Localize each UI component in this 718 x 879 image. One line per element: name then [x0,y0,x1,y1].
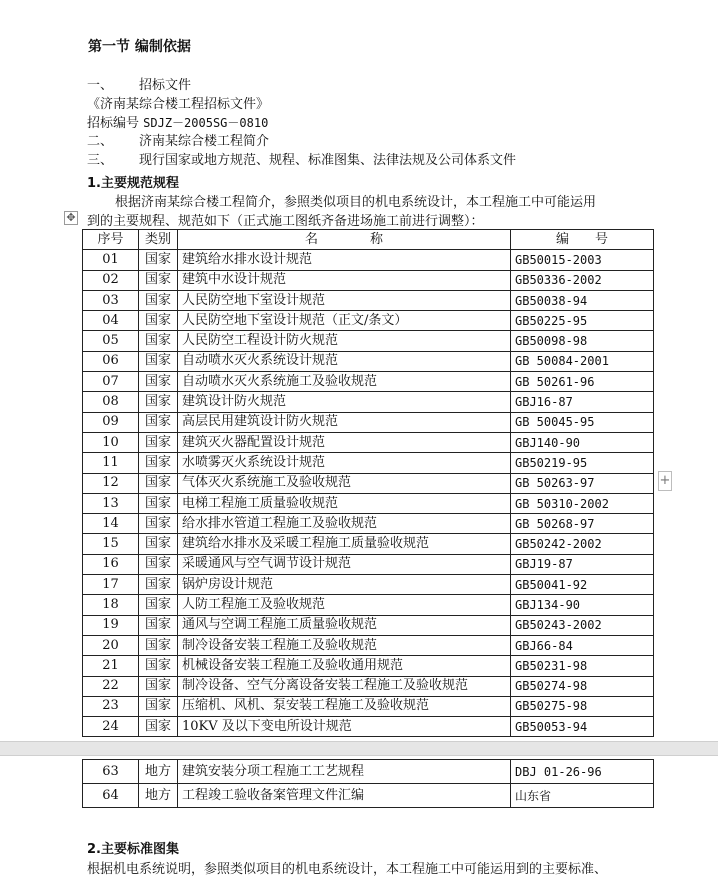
cell-category: 国家 [139,270,178,290]
cell-code: GBJ19-87 [511,554,654,574]
table-row [83,372,654,392]
cell-name: 给水排水管道工程施工及验收规范 [178,514,511,534]
cell-no: 15 [83,534,139,554]
cell-category: 国家 [139,412,178,432]
table-header-row [83,230,654,250]
cell-category: 国家 [139,453,178,473]
table-row [83,432,654,452]
cell-category: 国家 [139,534,178,554]
cell-no: 11 [83,453,139,473]
cell-code: GB50274-98 [511,676,654,696]
table-row [83,392,654,412]
table-row [83,554,654,574]
cell-code: GB 50268-97 [511,514,654,534]
cell-category: 国家 [139,595,178,615]
item-two-number: 二、 [87,134,114,149]
cell-code: GB50219-95 [511,453,654,473]
cell-code: GB50053-94 [511,717,654,737]
cell-code: DBJ 01-26-96 [511,760,654,784]
cell-no: 05 [83,331,139,351]
cell-name: 建筑灭火器配置设计规范 [178,432,511,452]
bid-number [87,112,268,131]
cell-name: 建筑设计防火规范 [178,392,511,412]
spec-table-continued-body [83,760,654,808]
cell-name: 电梯工程施工质量验收规范 [178,493,511,513]
cell-no: 10 [83,432,139,452]
item-one-text: 招标文件 [139,78,192,93]
cell-name: 通风与空调工程施工质量验收规范 [178,615,511,635]
tender-doc-title: 《济南某综合楼工程招标文件》 [87,97,270,112]
cell-no: 13 [83,493,139,513]
item-three-text: 现行国家或地方规范、规程、标准图集、法律法规及公司体系文件 [139,153,517,168]
table-row [83,473,654,493]
cell-code: GBJ134-90 [511,595,654,615]
cell-code: GB50225-95 [511,311,654,331]
cell-category: 地方 [139,784,178,808]
cell-category: 国家 [139,554,178,574]
cell-code: GB50041-92 [511,575,654,595]
cell-category: 国家 [139,717,178,737]
table-row [83,290,654,310]
cell-no: 08 [83,392,139,412]
cell-name: 水喷雾灭火系统设计规范 [178,453,511,473]
section2-title: 2.主要标准图集 [87,842,179,857]
cell-category: 地方 [139,760,178,784]
header-category: 类别 [139,230,178,250]
cell-no: 23 [83,696,139,716]
section1-paragraph-line1: 根据济南某综合楼工程简介，参照类似项目的机电系统设计，本工程施工中可能运用 [115,195,597,210]
bid-number-value: SDJZ－2005SG－0810 [143,116,269,130]
cell-code: GB 50310-2002 [511,493,654,513]
cell-no: 17 [83,575,139,595]
cell-no: 19 [83,615,139,635]
cell-code: GB50098-98 [511,331,654,351]
cell-code: GB50015-2003 [511,250,654,270]
table-row [83,760,654,784]
cell-name: 制冷设备安装工程施工及验收规范 [178,635,511,655]
cell-no: 64 [83,784,139,808]
cell-code: 山东省 [511,784,654,808]
cell-name: 建筑给水排水及采暖工程施工质量验收规范 [178,534,511,554]
cell-category: 国家 [139,432,178,452]
cell-no: 21 [83,656,139,676]
cell-name: 机械设备安装工程施工及验收通用规范 [178,656,511,676]
table-row [83,717,654,737]
cell-name: 人防工程施工及验收规范 [178,595,511,615]
cell-no: 09 [83,412,139,432]
cell-no: 02 [83,270,139,290]
cell-code: GB 50263-97 [511,473,654,493]
table-row [83,696,654,716]
cell-name: 工程竣工验收备案管理文件汇编 [178,784,511,808]
cell-no: 01 [83,250,139,270]
cell-name: 压缩机、风机、泵安装工程施工及验收规范 [178,696,511,716]
cell-category: 国家 [139,615,178,635]
table-row [83,514,654,534]
table-row [83,311,654,331]
cell-category: 国家 [139,290,178,310]
cell-no: 07 [83,372,139,392]
cell-name: 建筑安装分项工程施工工艺规程 [178,760,511,784]
section1-paragraph-line2: 到的主要规程、规范如下（正式施工图纸齐备进场施工前进行调整）： [87,214,484,229]
cell-name: 气体灭火系统施工及验收规范 [178,473,511,493]
table-move-handle-icon[interactable]: ✥ [64,211,78,225]
cell-category: 国家 [139,656,178,676]
cell-code: GB50275-98 [511,696,654,716]
item-one [87,74,191,93]
table-row [83,331,654,351]
cell-category: 国家 [139,331,178,351]
cell-name: 人民防空地下室设计规范（正文/条文） [178,311,511,331]
cell-no: 22 [83,676,139,696]
cell-no: 03 [83,290,139,310]
cell-no: 06 [83,351,139,371]
cell-code: GBJ66-84 [511,635,654,655]
cell-code: GB 50084-2001 [511,351,654,371]
table-row [83,595,654,615]
header-name: 名 称 [178,230,511,250]
cell-code: GB50242-2002 [511,534,654,554]
add-column-icon[interactable]: + [658,471,672,491]
cell-code: GB 50261-96 [511,372,654,392]
cell-category: 国家 [139,250,178,270]
table-row [83,453,654,473]
page-break-gap [0,741,718,756]
cell-no: 24 [83,717,139,737]
cell-no: 16 [83,554,139,574]
cell-name: 采暖通风与空气调节设计规范 [178,554,511,574]
cell-code: GBJ16-87 [511,392,654,412]
cell-category: 国家 [139,635,178,655]
table-row [83,656,654,676]
cell-name: 自动喷水灭火系统施工及验收规范 [178,372,511,392]
cell-code: GB50231-98 [511,656,654,676]
cell-category: 国家 [139,493,178,513]
cell-no: 63 [83,760,139,784]
cell-name: 人民防空工程设计防火规范 [178,331,511,351]
cell-name: 高层民用建筑设计防火规范 [178,412,511,432]
cell-category: 国家 [139,696,178,716]
table-row [83,250,654,270]
cell-category: 国家 [139,372,178,392]
cell-category: 国家 [139,392,178,412]
table-row [83,635,654,655]
table-row [83,615,654,635]
spec-table [82,229,654,737]
item-one-number: 一、 [87,78,114,93]
cell-category: 国家 [139,473,178,493]
header-code: 编 号 [511,230,654,250]
bid-number-label: 招标编号 [87,116,140,131]
section1-title: 1.主要规范规程 [87,176,179,191]
header-no: 序号 [83,230,139,250]
cell-category: 国家 [139,514,178,534]
cell-category: 国家 [139,676,178,696]
table-row [83,575,654,595]
cell-name: 制冷设备、空气分离设备安装工程施工及验收规范 [178,676,511,696]
section2-paragraph-line1: 根据机电系统说明，参照类似项目的机电系统设计，本工程施工中可能运用到的主要标准、 [87,862,608,877]
cell-name: 10KV 及以下变电所设计规范 [178,717,511,737]
cell-code: GB50336-2002 [511,270,654,290]
cell-code: GB 50045-95 [511,412,654,432]
cell-name: 自动喷水灭火系统设计规范 [178,351,511,371]
cell-no: 14 [83,514,139,534]
table-row [83,493,654,513]
cell-no: 20 [83,635,139,655]
item-three-number: 三、 [87,153,114,168]
table-row [83,784,654,808]
cell-category: 国家 [139,351,178,371]
table-row [83,412,654,432]
table-row [83,676,654,696]
cell-code: GB50038-94 [511,290,654,310]
cell-name: 锅炉房设计规范 [178,575,511,595]
cell-category: 国家 [139,311,178,331]
cell-no: 04 [83,311,139,331]
section-heading: 第一节 编制依据 [88,39,191,55]
cell-code: GB50243-2002 [511,615,654,635]
cell-name: 人民防空地下室设计规范 [178,290,511,310]
table-row [83,534,654,554]
spec-table-body [83,230,654,737]
table-row [83,270,654,290]
item-three [87,149,516,168]
cell-no: 12 [83,473,139,493]
cell-category: 国家 [139,575,178,595]
cell-name: 建筑中水设计规范 [178,270,511,290]
spec-table-continued [82,759,654,808]
cell-code: GBJ140-90 [511,432,654,452]
cell-name: 建筑给水排水设计规范 [178,250,511,270]
cell-no: 18 [83,595,139,615]
item-two-text: 济南某综合楼工程简介 [139,134,270,149]
item-two [87,130,269,149]
table-row [83,351,654,371]
